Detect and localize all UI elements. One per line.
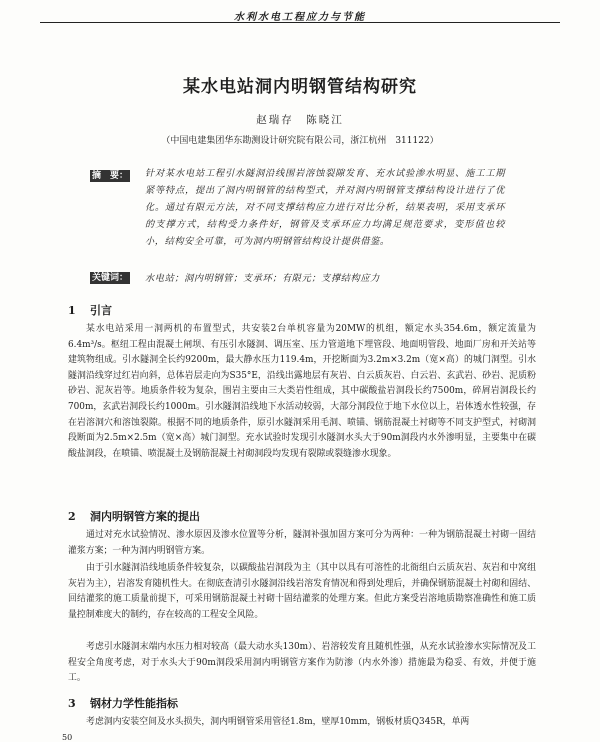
abstract-label: 摘 要： bbox=[92, 171, 129, 181]
affiliation: （中国电建集团华东勘测设计研究院有限公司，浙江杭州 311122） bbox=[161, 136, 439, 146]
section-heading bbox=[68, 508, 200, 524]
section-heading bbox=[68, 302, 112, 318]
journal-header: 水利水电工程应力与节能 bbox=[234, 12, 366, 23]
body-paragraph: 考虑引水隧洞末端内水压力相对较高（最大动水头130m）、岩溶较发育且随机性强，从充水试验渗水实际情况及工程安全角度考虑，对于水头大于90m洞段采用洞内明钢管方案作为防渗（内水外渗）措施最为稳妥、有效，并便于施工。 bbox=[68, 642, 536, 684]
keywords-label: 关键词： bbox=[92, 273, 129, 283]
body-paragraph: 由于引水隧洞沿线地质条件较复杂，以碳酸盐岩洞段为主（其中以具有可溶性的北衙组白云质灰岩、灰岩和中窝组灰岩为主），岩溶发育随机性大。在彻底查清引水隧洞沿线岩溶发育情况和得到处理后，并确保钢筋混凝土衬砌和固结、回结灌浆的施工质量前提下，可采用钢筋混凝土衬砌十固结灌浆的处理方案。但此方案受岩溶地质勘察准确性和施工质量控制难度大的制约，存在较高的工程安全风险。 bbox=[68, 563, 536, 620]
body-paragraph: 考虑洞内安装空间及水头损失，洞内明钢管采用管径1.8m，壁厚10mm，钢板材质Q345R，单两 bbox=[86, 717, 470, 727]
section-title: 钢材力学性能指标 bbox=[90, 697, 178, 710]
section-heading bbox=[68, 695, 178, 711]
authors: 赵瑞存 陈晓江 bbox=[256, 114, 344, 126]
section-number: 2 bbox=[68, 510, 76, 523]
paper-title: 某水电站洞内明钢管结构研究 bbox=[183, 77, 417, 97]
header-rule bbox=[40, 22, 560, 23]
keywords-text: 水电站；洞内明钢管；支承环；有限元；支撑结构应力 bbox=[145, 273, 380, 284]
body-paragraph: 某水电站采用一洞两机的布置型式，共安装2台单机容量为20MW的机组，额定水头354.6m，额定流量为6.4m³/s。枢纽工程由混凝土闸坝、有压引水隧洞、调压室、压力管道地下埋管段、地面明管段、地面厂房和开关站等建筑物组成。引水隧洞全长约9200m，最大静水压力119.4m，开挖断面为3.2m×3.2m（宽×高）的城门洞型。引水隧洞沿线穿过红岩向斜，总体岩层走向为S35°E，沿线出露地层有灰岩、白云质灰岩、白云岩、玄武岩、砂岩、泥质粉砂岩、泥灰岩等。地质条件较为复杂，围岩主要由三大类岩性组成，其中碳酸盐岩洞段长约7500m，碎屑岩洞段长约700m，玄武岩洞段长约1000m。引水隧洞沿线地下水活动较弱，大部分洞段位于地下水位以上，岩体透水性较强，存在岩溶洞穴和溶蚀裂隙。根据不同的地质条件，原引水隧洞采用毛洞、喷锚、钢筋混凝土衬砌等不同支护型式，衬砌洞段断面为2.5m×2.5m（宽×高）城门洞型。充水试验时发现引水隧洞水头大于90m洞段内水外渗明显，主要集中在碳酸盐洞段，在喷锚、喷混凝土及钢筋混凝土衬砌洞段均发现有裂隙或裂缝渗水现象。 bbox=[68, 324, 536, 459]
section-title: 引言 bbox=[90, 304, 112, 317]
section-number: 3 bbox=[68, 697, 76, 710]
section-title: 洞内明钢管方案的提出 bbox=[90, 510, 200, 523]
body-paragraph: 通过对充水试验情况、渗水原因及渗水位置等分析，隧洞补强加固方案可分为两种：一种为钢筋混凝土衬砌一固结灌浆方案；一种为洞内明钢管方案。 bbox=[68, 530, 536, 556]
abstract-text: 针对某水电站工程引水隧洞沿线围岩溶蚀裂隙发育、充水试验渗水明显、施工工期紧等特点，提出了洞内明钢管的结构型式，并对洞内明钢管支撑结构设计进行了优化。通过有限元方法，对不同支撑结构应力进行对比分析，结果表明，采用支承环的支撑方式，结构受力条件好，钢管及支承环应力均满足规范要求，变形值也较小，结构安全可靠，可为洞内明钢管结构设计提供借鉴。 bbox=[145, 168, 505, 247]
page-number: 50 bbox=[62, 733, 73, 742]
section-number: 1 bbox=[68, 304, 76, 317]
